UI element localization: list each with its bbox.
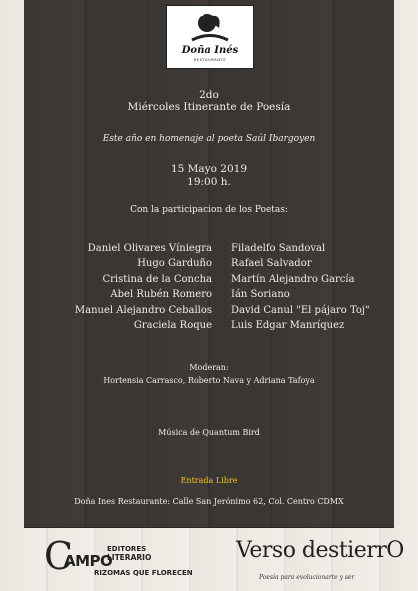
campo-word: AMPO xyxy=(64,552,113,570)
verso-name: Verso destierrO xyxy=(236,538,404,563)
logo-subtitle: RESTAURANTE xyxy=(193,58,227,62)
poet-name: Martín Alejandro García xyxy=(231,273,355,285)
campo-literario-logo xyxy=(44,534,194,582)
verso-destierro-logo xyxy=(236,538,404,584)
logo-name: Doña Inés xyxy=(181,45,239,56)
participation-heading: Con la participacion de los Poetas: xyxy=(130,205,288,215)
address: Doña Ines Restaurante: Calle San Jerónimo 62, Col. Centro CDMX xyxy=(74,497,344,506)
poet-name: Graciela Roque xyxy=(133,320,212,332)
campo-c-letter: C xyxy=(44,534,74,578)
poet-name: David Canul "El pájaro Toj" xyxy=(231,304,370,316)
campo-literario: LITERARIO xyxy=(107,553,152,562)
poet-name: Abel Rubén Romero xyxy=(110,289,212,301)
event-date: 15 Mayo 2019 xyxy=(170,163,248,175)
moderators-label: Moderan: xyxy=(189,363,229,372)
restaurant-logo xyxy=(166,5,254,69)
poet-name: Manuel Alejandro Ceballos xyxy=(74,304,212,316)
music-credit: Música de Quantum Bird xyxy=(158,428,260,437)
poet-name: Daniel Olivares Víniegra xyxy=(87,243,212,254)
poet-name: Filadelfo Sandoval xyxy=(231,243,326,254)
poet-name: Luis Edgar Manríquez xyxy=(231,320,345,332)
verso-tagline: Poesía para evolucionarte y ser xyxy=(259,574,355,581)
chef-woman-icon xyxy=(167,6,253,46)
poet-name: Rafael Salvador xyxy=(231,258,312,270)
poet-name: Ián Soriano xyxy=(231,289,290,301)
poets-right-column xyxy=(231,241,401,333)
homage-line: Este año en homenaje al poeta Saúl Ibargoyen xyxy=(102,134,316,144)
event-time: 19:00 h. xyxy=(187,176,231,188)
campo-tagline: RIZOMAS QUE FLORECEN xyxy=(94,569,193,577)
moderators-names: Hortensia Carrasco, Roberto Nava y Adriana Tafoya xyxy=(103,376,315,385)
event-title: Miércoles Itinerante de Poesía xyxy=(127,101,291,113)
campo-editores: EDITORES xyxy=(107,545,147,553)
entry-free: Entrada Libre xyxy=(180,476,238,485)
poet-name: Cristina de la Concha xyxy=(102,273,212,285)
poets-left-column xyxy=(24,241,212,333)
edition: 2do xyxy=(199,89,219,101)
poet-name: Hugo Garduño xyxy=(137,258,212,270)
